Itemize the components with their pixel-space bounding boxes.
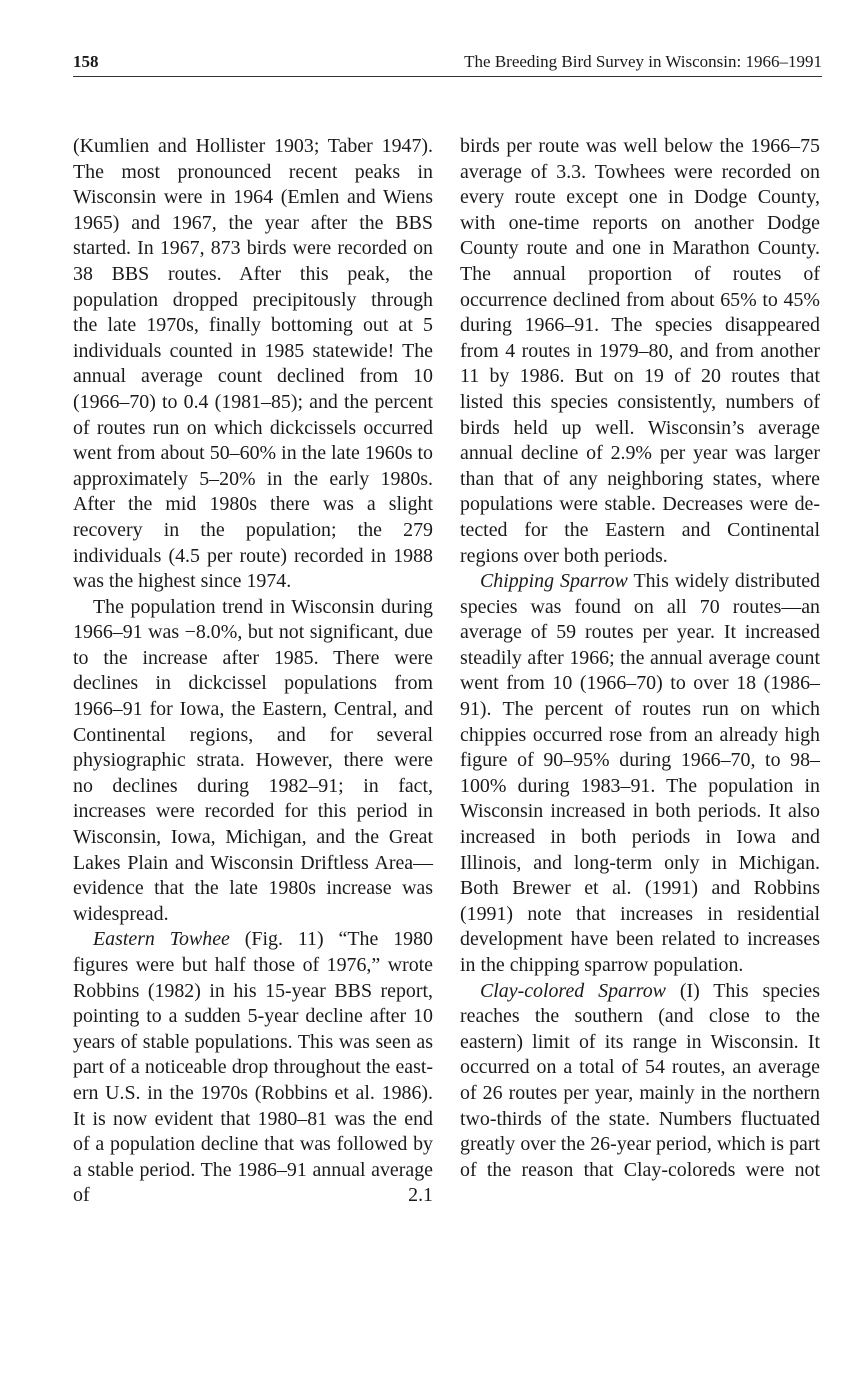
left-column bbox=[73, 134, 433, 1209]
paragraph-clay-colored-sparrow bbox=[460, 979, 820, 1184]
page-number: 158 bbox=[73, 52, 99, 71]
paragraph-dickcissel-trend: The population trend in Wisconsin during 1966–91 was −8.0%, but not significant, due to the increase after 1985. There were declines in dickcissel populations from 1966–91 for Iowa, the Eastern, Central, and Continental regions, and for several physiographic strata. However, there were no declines during 1982–91; in fact, increases were recorded for this period in Wisconsin, Iowa, Michigan, and the Great Lakes Plain and Wisconsin Driftless Area—evidence that the late 1980s increase was widespread. bbox=[73, 595, 433, 925]
paragraph-text: (Fig. 11) “The 1980 figures were but half those of 1976,” wrote Robbins (1982) in his 15-year BBS report, pointing to a sudden 5-year decline after 10 years of stable populations. This was seen as part of a noticeable drop throughout the eastern U.S. in the 1970s (Robbins et al. 1986). It is now evident that 1980–81 was the end of a population decline that was followed by a stable period. The 1986–91 annual average of 2.1 bbox=[73, 928, 433, 1207]
paragraph-chipping-sparrow bbox=[460, 569, 820, 979]
paragraph-dickcissel-history: (Kumlien and Hollister 1903; Taber 1947). The most pronounced recent peaks in Wisconsin were in 1964 (Emlen and Wiens 1965) and 1967, the year after the BBS started. In 1967, 873 birds were recorded on 38 BBS routes. After this peak, the population dropped precipitously through the late 1970s, finally bottoming out at 5 individuals counted in 1985 statewide! The annual average count declined from 10 (1966–70) to 0.4 (1981–85); and the percent of routes run on which dickcissels occurred went from about 50–60% in the late 1960s to approximately 5–20% in the early 1980s. After the mid 1980s there was a slight recovery in the population; the 279 individuals (4.5 per route) recorded in 1988 was the highest since 1974. bbox=[73, 135, 433, 593]
right-column bbox=[460, 134, 820, 1183]
paragraph-eastern-towhee bbox=[73, 927, 433, 1209]
paragraph-text: (I) This species reaches the southern (and close to the eastern) limit of its range in Wisconsin. It occurred on a total of 54 routes, an average of 26 routes per year, mainly in the northern two-thirds of the state. Numbers fluctuated greatly over the 26-year period, which is part of the reason that Clay-coloreds were not bbox=[460, 979, 820, 1181]
species-name-eastern-towhee: Eastern Towhee bbox=[93, 928, 230, 951]
species-name-chipping-sparrow: Chipping Sparrow bbox=[480, 570, 628, 593]
running-title: The Breeding Bird Survey in Wisconsin: 1966–1991 bbox=[464, 52, 822, 71]
page-header bbox=[73, 52, 822, 77]
species-name-clay-colored-sparrow: Clay-colored Sparrow bbox=[480, 979, 666, 1002]
paragraph-towhee-continued: birds per route was well below the 1966–75 average of 3.3. Towhees were recorded on every route except one in Dodge County, with one-time reports on another Dodge County route and one in Marathon County. The annual proportion of routes of occurrence declined from about 65% to 45% during 1966–91. The species disappeared from 4 routes in 1979–80, and from another 11 by 1986. But on 19 of 20 routes that listed this species consistently, numbers of birds held up well. Wisconsin’s average annual decline of 2.9% per year was larger than that of any neighboring states, where populations were stable. Decreases were detected for the Eastern and Continental regions over both periods. bbox=[460, 135, 820, 567]
paragraph-text: This widely distributed species was found on all 70 routes—an average of 59 routes per year. It increased steadily after 1966; the annual average count went from 10 (1966–70) to over 18 (1986–91). The percent of routes run on which chippies occurred rose from an already high figure of 90–95% during 1966–70, to 98–100% during 1983–91. The population in Wisconsin increased in both periods. It also increased in both periods in Iowa and Illinois, and long-term only in Michigan. Both Brewer et al. (1991) and Robbins (1991) note that increases in residential development have been related to increases in the chipping sparrow population. bbox=[460, 570, 820, 976]
